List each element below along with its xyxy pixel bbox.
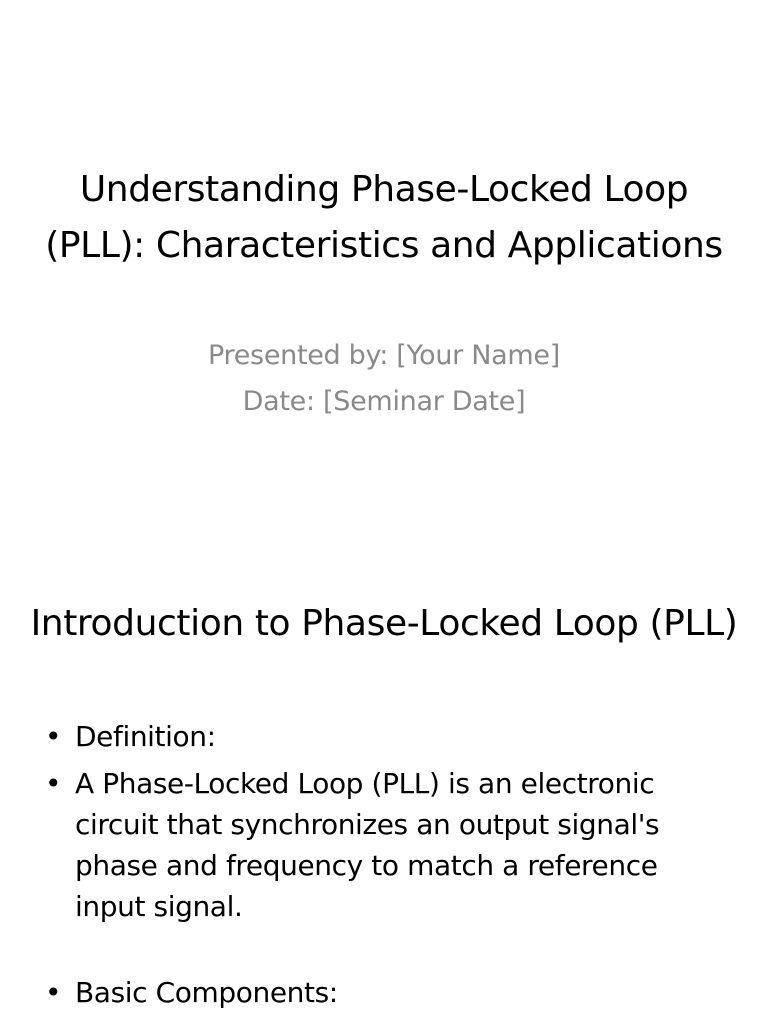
list-item [40, 763, 700, 927]
date-line: Date: [Seminar Date] [242, 386, 526, 417]
bullet-icon: • [45, 767, 62, 800]
introduction-slide [0, 512, 768, 1024]
bullet-list [40, 716, 700, 1019]
bullet-icon: • [45, 976, 62, 1009]
list-item [40, 716, 700, 757]
bullet-text: A Phase-Locked Loop (PLL) is an electronic circuit that synchronizes an output signal's phase and frequency to match a reference input signal. [75, 767, 660, 923]
subtitle-block [40, 333, 728, 425]
list-item [40, 972, 700, 1013]
presentation-title: Understanding Phase-Locked Loop (PLL): Characteristics and Applications [45, 169, 723, 266]
slide-title: Introduction to Phase-Locked Loop (PLL) [30, 603, 738, 644]
bullet-icon: • [45, 720, 62, 753]
presenter-line: Presented by: [Your Name] [208, 340, 560, 371]
bullet-text: Definition: [75, 720, 216, 753]
bullet-text: Basic Components: [75, 976, 338, 1009]
